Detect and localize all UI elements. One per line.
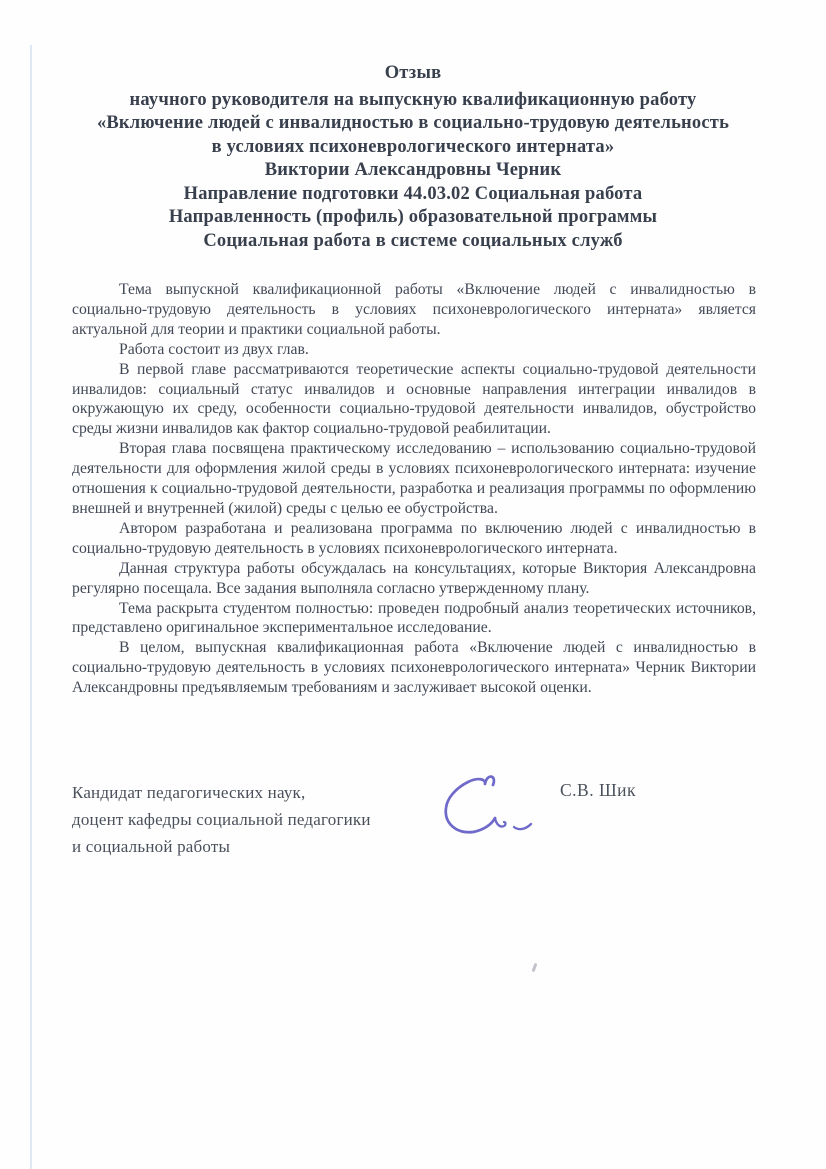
signer-title-line-1: Кандидат педагогических наук, [72, 783, 306, 802]
signer-title-line-2: доцент кафедры социальной педагогики [72, 810, 371, 829]
document-body [72, 280, 756, 698]
paragraph-author-program: Автором разработана и реализована программа по включению людей с инвалидностью в социально-трудовую деятельность в условиях психоневрологического интерната. [72, 519, 756, 557]
header-line-subtitle: научного руководителя на выпускную квалификационную работу [129, 89, 697, 110]
signature-block [72, 779, 756, 889]
header-line-program-name: Социальная работа в системе социальных служб [203, 230, 623, 251]
paragraph-chapter-two: Вторая глава посвящена практическому исследованию – использованию социально-трудовой деятельности для оформления жилой среды в условиях психоневрологического интерната: изучение отношения к социально-трудовой деятельности, разработка и реализация программы по оформлению внешней и внутренней (жилой) среды с целью ее обустройства. [72, 440, 756, 517]
paragraph-conclusion: В целом, выпускная квалификационная работа «Включение людей с инвалидностью в социально-трудовую деятельность в условиях психоневрологического интерната» Черник Виктории Александровны предъявляемым требованиям и заслуживает высокой оценки. [72, 639, 756, 697]
paragraph-consultations: Данная структура работы обсуждалась на консультациях, которые Виктория Александровна регулярно посещала. Все задания выполняла согласно утвержденному плану. [72, 559, 756, 597]
paragraph-topic: Тема выпускной квалификационной работы «Включение людей с инвалидностью в социально-трудовую деятельность в условиях психоневрологического интерната» является актуальной для теории и практики социальной работы. [72, 281, 756, 338]
document-header [60, 62, 766, 253]
header-line-thesis-title-2: в условиях психоневрологического интерната» [211, 136, 615, 157]
header-line-student-name: Виктории Александровны Черник [264, 160, 562, 180]
signer-titles [72, 779, 371, 860]
paragraph-topic-coverage: Тема раскрыта студентом полностью: проведен подробный анализ теоретических источников, представлено оригинальное экспериментальное исследование. [72, 599, 756, 637]
handwritten-signature-icon [430, 771, 560, 856]
header-line-program-code: Направление подготовки 44.03.02 Социальная работа [183, 183, 643, 204]
paragraph-chapter-one: В первой главе рассматриваются теоретические аспекты социально-трудовой деятельности инвалидов: социальный статус инвалидов и основные направления интеграции инвалидов в окружающую их среду, особенности социально-трудовой деятельности инвалидов, обустройство среды жизни инвалидов как фактор социально-трудовой реабилитации. [72, 360, 756, 438]
paragraph-structure: Работа состоит из двух глав. [119, 340, 309, 358]
document-title: Отзыв [384, 63, 442, 83]
scan-artifact-line [30, 45, 32, 1169]
signer-title-line-3: и социальной работы [72, 837, 231, 856]
header-line-thesis-title-1: «Включение людей с инвалидностью в социально-трудовую деятельность [96, 113, 730, 133]
scan-speck-artifact [532, 963, 538, 972]
signer-name: С.В. Шик [560, 780, 636, 800]
header-line-program-profile: Направленность (профиль) образовательной программы [168, 207, 658, 227]
